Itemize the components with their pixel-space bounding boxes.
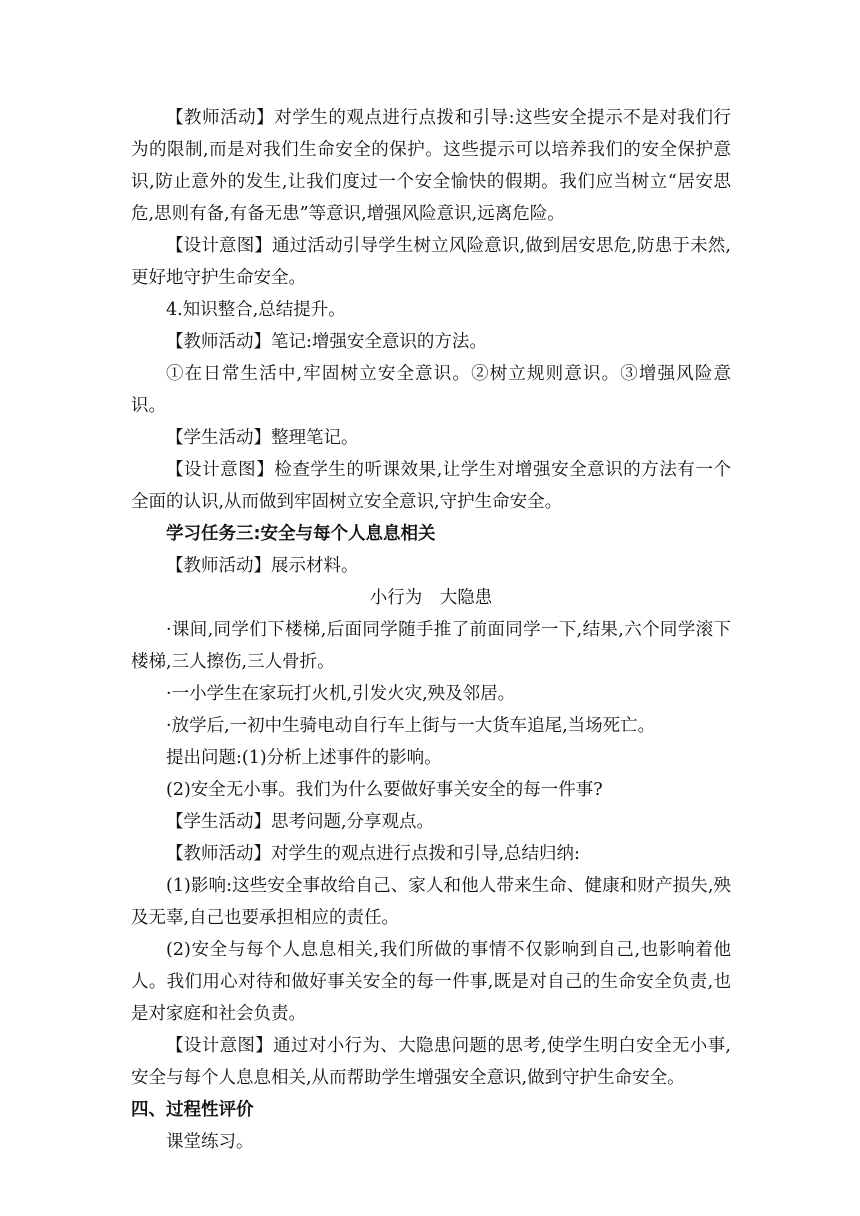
paragraph-methods-list: ①在日常生活中,牢固树立安全意识。②树立规则意识。③增强风险意识。 [131,364,731,416]
section-heading-evaluation: 四、过程性评价 [131,1100,254,1120]
answer-one: (1)影响:这些安全事故给自己、家人和他人带来生命、健康和财产损失,殃及无辜,自己也要承担相应的责任。 [131,876,731,928]
material-item-ebike: ·放学后,一初中生骑电动自行车上街与一大货车追尾,当场死亡。 [166,716,656,736]
section-heading-task-three: 学习任务三:安全与每个人息息相关 [166,524,436,544]
paragraph-show-material: 【教师活动】展示材料。 [166,556,359,576]
paragraph-student-notes: 【学生活动】整理笔记。 [166,428,359,448]
paragraph-teacher-activity-guidance: 【教师活动】对学生的观点进行点拨和引导:这些安全提示不是对我们行为的限制,而是对我们生命安全的保护。这些提示可以培养我们的安全保护意识,防止意外的发生,让我们度过一个安全愉快的假期。我们应当树立“居安思危,思则有备,有备无患”等意识,增强风险意识,远离危险。 [131,108,731,224]
material-title: 小行为 大隐患 [369,588,493,608]
paragraph-design-intent-safety: 【设计意图】通过对小行为、大隐患问题的思考,使学生明白安全无小事,安全与每个人息息相关,从而帮助学生增强安全意识,做到守护生命安全。 [131,1036,731,1088]
paragraph-student-think: 【学生活动】思考问题,分享观点。 [166,812,435,832]
question-one: 提出问题:(1)分析上述事件的影响。 [166,748,442,768]
paragraph-design-intent-risk: 【设计意图】通过活动引导学生树立风险意识,做到居安思危,防患于未然,更好地守护生命安全。 [131,236,731,288]
material-item-lighter: ·一小学生在家玩打火机,引发火灾,殃及邻居。 [166,684,516,704]
paragraph-class-exercise: 课堂练习。 [166,1132,254,1152]
answer-two: (2)安全与每个人息息相关,我们所做的事情不仅影响到自己,也影响着他人。我们用心对待和做好事关安全的每一件事,既是对自己的生命安全负责,也是对家庭和社会负责。 [131,940,731,1024]
paragraph-teacher-notes: 【教师活动】笔记:增强安全意识的方法。 [166,332,487,352]
paragraph-design-intent-check: 【设计意图】检查学生的听课效果,让学生对增强安全意识的方法有一个全面的认识,从而做到牢固树立安全意识,守护生命安全。 [131,460,731,512]
paragraph-knowledge-integration: 4.知识整合,总结提升。 [166,300,346,320]
paragraph-teacher-summary: 【教师活动】对学生的观点进行点拨和引导,总结归纳: [166,844,580,864]
question-two: (2)安全无小事。我们为什么要做好事关安全的每一件事? [166,780,603,800]
material-item-stairs: ·课间,同学们下楼梯,后面同学随手推了前面同学一下,结果,六个同学滚下楼梯,三人擦伤,三人骨折。 [131,620,731,672]
